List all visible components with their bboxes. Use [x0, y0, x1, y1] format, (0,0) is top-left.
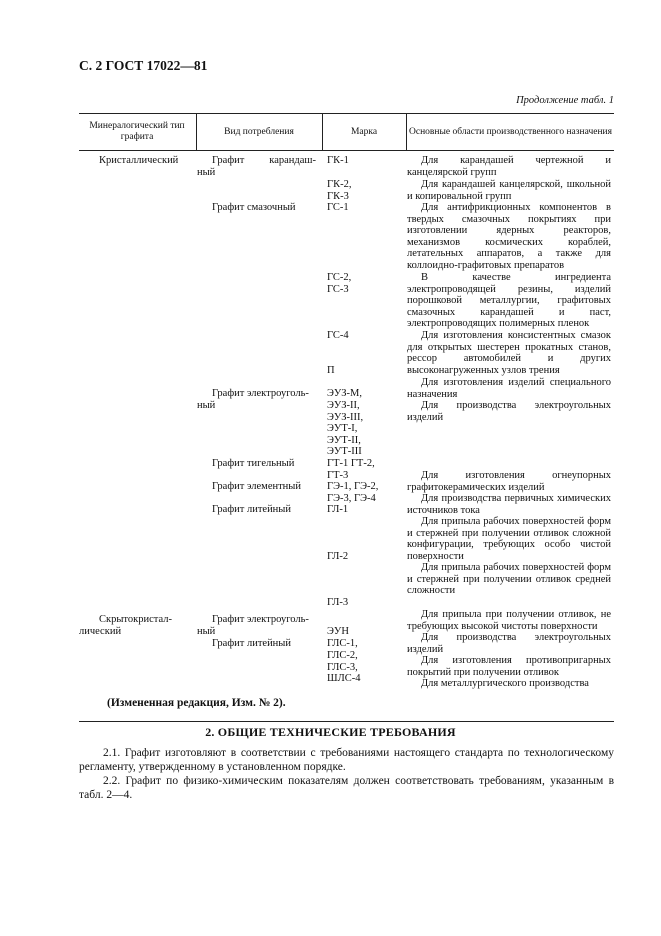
purpose-cell: Для изготовления консистентных смазок для открытых шестерен прокатных станов, рессор автомобилей и других высоконагруженных узлов трения: [407, 330, 611, 376]
mark-cell: П: [327, 365, 335, 376]
purpose-cell: В качестве ингредиента электропроводящей резины, изделий порошковой металлургии, графитовых смазочных карандашей и паст, электропроводящих полимерных пленок: [407, 272, 611, 330]
usage-cell: ный: [197, 400, 216, 411]
mark-cell: ГТ-1 ГТ-2,: [327, 458, 375, 469]
type-cell: лический: [79, 626, 122, 637]
mark-cell: ЭУЗ-III,: [327, 412, 364, 423]
usage-cell: Графит элементный: [212, 481, 301, 492]
mark-cell: ГЛ-2: [327, 551, 349, 562]
mark-cell: ГК-1: [327, 155, 349, 166]
mark-cell: ГЛС-1,: [327, 638, 358, 649]
table-body: [79, 151, 614, 722]
type-cell: Скрытокристал-: [99, 614, 172, 625]
mark-cell: ЭУЗ-М,: [327, 388, 362, 399]
mark-cell: ГЛ-1: [327, 504, 349, 515]
section-title: 2. ОБЩИЕ ТЕХНИЧЕСКИЕ ТРЕБОВАНИЯ: [205, 725, 456, 739]
graphite-table: [79, 113, 614, 722]
purpose-cell: Для припыла при получении отливок, не требующих высокой чистоты поверхности: [407, 609, 611, 632]
mark-cell: ЭУТ-II,: [327, 435, 361, 446]
col-header-type: Минералогический тип графита: [89, 121, 185, 142]
header-divider: [322, 114, 323, 150]
purpose-cell: Для антифрикционных компонентов в твердых смазочных покрытиях при изготовлении ядерных реакторов, механизмов космических кораблей, летательных аппаратов, а также для коллоидно-графитовых препаратов: [407, 202, 611, 271]
purpose-cell: Для производства электроугольных изделий: [407, 632, 611, 655]
header-divider: [196, 114, 197, 150]
usage-cell: Графит литейный: [212, 638, 291, 649]
purpose-cell: Для производства первичных химических источников тока: [407, 493, 611, 516]
table-continuation-label: Продолжение табл. 1: [516, 95, 614, 106]
paragraph-2-1: 2.1. Графит изготовляют в соответствии с требованиями настоящего стандарта по технологическому регламенту, утвержденному в установленном порядке.: [79, 747, 614, 773]
usage-cell: Графит карандаш-: [212, 155, 316, 166]
purpose-cell: Для металлургического производства: [421, 678, 589, 689]
col-header-purpose: Основные области производственного назначения: [409, 126, 612, 137]
col-header-mark: Марка: [350, 126, 378, 137]
purpose-cell: Для припыла рабочих поверхностей форм и стержней при получении отливок средней сложности: [407, 562, 611, 597]
page-header: С. 2 ГОСТ 17022—81: [79, 58, 208, 73]
mark-cell: ЭУТ-I,: [327, 423, 358, 434]
purpose-cell: Для карандашей канцелярской, школьной и копировальной групп: [407, 179, 611, 202]
mark-cell: ГЭ-1, ГЭ-2,: [327, 481, 379, 492]
purpose-cell: Для карандашей чертежной и канцелярской групп: [407, 155, 611, 178]
mark-cell: ЭУН: [327, 626, 349, 637]
type-cell: Кристаллический: [99, 155, 179, 166]
purpose-cell: Для производства электроугольных изделий: [407, 400, 611, 423]
table-header: [79, 113, 614, 151]
purpose-cell: Для изготовления огнеупорных графитокерамических изделий: [407, 470, 611, 493]
usage-cell: Графит тигельный: [212, 458, 295, 469]
purpose-cell: Для изготовления противопригарных покрытий при получении отливок: [407, 655, 611, 678]
mark-cell: ГС-2,: [327, 272, 352, 283]
mark-cell: ГС-1: [327, 202, 349, 213]
mark-cell: ГЛС-3,: [327, 662, 358, 673]
mark-cell: ЭУТ-III: [327, 446, 362, 457]
paragraph-2-2: 2.2. Графит по физико-химическим показателям должен соответствовать требованиям, указанным в табл. 2—4.: [79, 775, 614, 801]
usage-cell: ный: [197, 626, 216, 637]
mark-cell: ГС-4: [327, 330, 349, 341]
usage-cell: ный: [197, 167, 216, 178]
col-header-usage: Вид потребления: [224, 126, 294, 137]
usage-cell: Графит литейный: [212, 504, 291, 515]
mark-cell: ГЛ-3: [327, 597, 349, 608]
amendment-note: (Измененная редакция, Изм. № 2).: [107, 697, 286, 709]
mark-cell: ЭУЗ-II,: [327, 400, 360, 411]
mark-cell: ШЛС-4: [327, 673, 361, 684]
purpose-cell: Для изготовления изделий специального назначения: [407, 377, 611, 400]
mark-cell: ГЛС-2,: [327, 650, 358, 661]
mark-cell: ГТ-3: [327, 470, 349, 481]
usage-cell: Графит смазочный: [212, 202, 296, 213]
purpose-cell: Для припыла рабочих поверхностей форм и стержней при получении отливок сложной конфигурации, требующих особо чистой поверхности: [407, 516, 611, 562]
mark-cell: ГК-2,: [327, 179, 352, 190]
mark-cell: ГК-3: [327, 191, 349, 202]
mark-cell: ГЭ-3, ГЭ-4: [327, 493, 376, 504]
usage-cell: Графит электроуголь-: [212, 614, 309, 625]
usage-cell: Графит электроуголь-: [212, 388, 309, 399]
header-divider: [406, 114, 407, 150]
mark-cell: ГС-3: [327, 284, 349, 295]
